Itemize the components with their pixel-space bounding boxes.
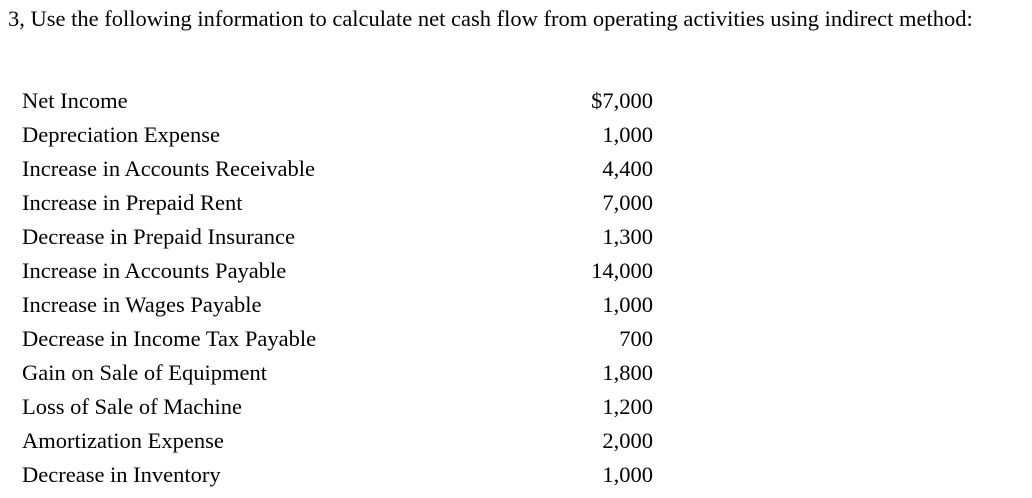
list-item <box>22 84 662 118</box>
item-value: 1,000 <box>602 462 653 487</box>
list-item <box>22 254 662 288</box>
list-item <box>22 152 662 186</box>
item-label: Depreciation Expense <box>22 122 221 147</box>
item-value: 1,000 <box>602 292 653 317</box>
list-item <box>22 220 662 254</box>
item-value: 14,000 <box>591 258 653 283</box>
list-item <box>22 118 662 152</box>
item-label: Decrease in Inventory <box>22 462 221 487</box>
question-text: 3, Use the following information to calculate net cash flow from operating activities using indirect method: <box>8 6 973 31</box>
item-label: Increase in Accounts Receivable <box>22 156 315 181</box>
item-label: Increase in Wages Payable <box>22 292 262 317</box>
list-item <box>22 322 662 356</box>
item-label: Decrease in Prepaid Insurance <box>22 224 295 249</box>
item-value: 2,000 <box>602 428 653 453</box>
item-value: 700 <box>619 326 653 351</box>
item-value: 1,200 <box>602 394 653 419</box>
item-label: Decrease in Income Tax Payable <box>22 326 317 351</box>
item-value: 4,400 <box>602 156 653 181</box>
item-label: Amortization Expense <box>22 428 224 453</box>
list-item <box>22 424 662 458</box>
item-label: Net Income <box>22 88 128 113</box>
item-value: 1,800 <box>602 360 653 385</box>
item-value: 1,000 <box>602 122 653 147</box>
item-label: Loss of Sale of Machine <box>22 394 242 419</box>
item-value: 1,300 <box>602 224 653 249</box>
list-item <box>22 288 662 322</box>
item-label: Increase in Prepaid Rent <box>22 190 243 215</box>
list-item <box>22 356 662 390</box>
item-value: 7,000 <box>602 190 653 215</box>
financial-items-list <box>22 84 662 492</box>
list-item <box>22 390 662 424</box>
list-item <box>22 186 662 220</box>
item-value: $7,000 <box>591 88 653 113</box>
item-label: Gain on Sale of Equipment <box>22 360 267 385</box>
list-item <box>22 458 662 492</box>
item-label: Increase in Accounts Payable <box>22 258 287 283</box>
